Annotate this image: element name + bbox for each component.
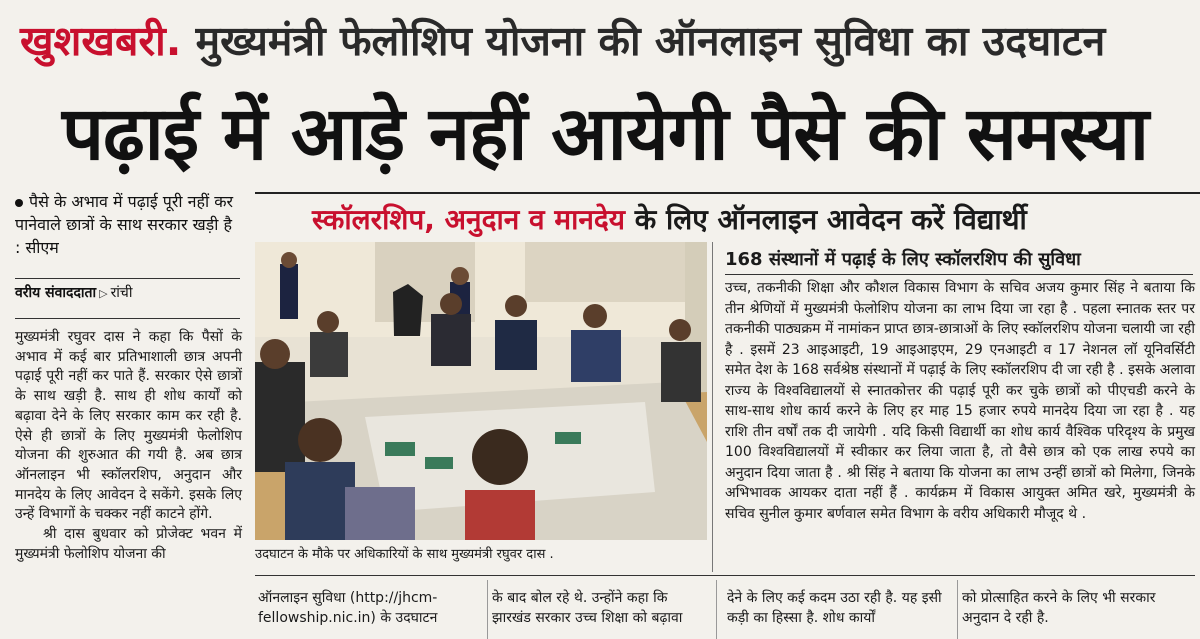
byline (15, 283, 240, 304)
article-body-col1 (15, 328, 242, 564)
column-divider (957, 580, 958, 639)
divider (15, 318, 240, 319)
divider (255, 575, 1195, 576)
bullet-icon (15, 199, 23, 207)
news-photo (255, 242, 707, 547)
main-headline: पढ़ाई में आड़े नहीं आयेगी पैसे की समस्या (61, 91, 1149, 177)
kicker-red: खुशखबरी. (20, 17, 182, 65)
kicker-text: मुख्यमंत्री फेलोशिप योजना की ऑनलाइन सुविधा का उदघाटन (195, 17, 1106, 65)
subhead-red: स्कॉलरशिप, अनुदान व मानदेय (312, 203, 625, 236)
subhead-text: के लिए ऑनलाइन आवेदन करें विद्यार्थी (634, 203, 1027, 236)
column-divider (487, 580, 488, 639)
divider (15, 278, 240, 279)
box-title: 168 संस्थानों में पढ़ाई के लिए स्कॉलरशिप की सुविधा (725, 249, 1081, 270)
paragraph: श्री दास बुधवार को प्रोजेक्ट भवन में मुख्यमंत्री फेलोशिप योजना की (15, 526, 242, 562)
paragraph: मुख्यमंत्री रघुवर दास ने कहा कि पैसों के अभाव में कई बार प्रतिभाशाली छात्र अपनी पढ़ाई पूरी नहीं कर पाते हैं. सरकार ऐसे छात्रों के साथ खड़ी है. साथ ही शोध कार्यों को बढ़ावा देने के लिए सरकार काम कर रही है. ऐसे ही छात्रों के लिए मुख्यमंत्री फेलोशिप योजना की शुरुआत की गयी है. अब छात्र ऑनलाइन भी स्कॉलरशिप, अनुदान और मानदेय के लिए आवेदन दे सकेंगे. इसके लिए उन्हें विभागों के चक्कर नहीं काटने होंगे. (15, 329, 242, 523)
divider (725, 274, 1193, 275)
play-triangle-icon: ▷ (99, 287, 108, 300)
bullet-text: पैसे के अभाव में पढ़ाई पूरी नहीं कर पानेवाले छात्रों के साथ सरकार खड़ी है : सीएम (15, 192, 234, 257)
subhead (312, 200, 1172, 240)
photo-caption: उदघाटन के मौके पर अधिकारियों के साथ मुख्यमंत्री रघुवर दास . (255, 540, 707, 570)
box-body: उच्च, तकनीकी शिक्षा और कौशल विकास विभाग के सचिव अजय कुमार सिंह ने बताया कि तीन श्रेणियों में मुख्यमंत्री फेलोशिप योजना का लाभ दिया जा रहा है . पहला स्नातक स्तर पर तकनीकी पाठ्यक्रम में नामांकन प्राप्त छात्र-छात्राओं के लिए स्कॉलरशिप योजना चलायी जा रही है . इसमें 23 आइआइटी, 19 आइआइएम, 29 एनआइटी व 17 नेशनल लॉ यूनिवर्सिटी समेत देश के 168 सर्वश्रेष्ठ संस्थानों में पढ़ाई के लिए स्कॉलरशिप दी जा रही है . इसके अलावा राज्य के विश्वविद्यालयों से स्नातकोत्तर की पढ़ाई पूरी कर चुके छात्रों को पीएचडी करने के साथ-साथ शोध कार्य करने के लिए हर माह 15 हजार रुपये मानदेय दिया जा रहा है . यह राशि तीन वर्षों तक दी जायेगी . यदि किसी विद्यार्थी का शोध कार्य वैश्विक परिदृश्य के प्रमुख 100 विश्वविद्यालयों में स्वीकार कर लिया जाता है, तो वैसे छात्र को एक लाख रुपये का अनुदान दिया जाता है . श्री सिंह ने बताया कि योजना का लाभ उन्हीं छात्रों को मिलेगा, जिनके अभिभावक आयकर दाता नहीं हैं . कार्यक्रम में विकास आयुक्त अमित खरे, मुख्यमंत्री के सचिव सुनील कुमार बर्णवाल समेत विभाग के वरीय अधिकारी मौजूद थे . (725, 280, 1195, 522)
bullet-point (15, 190, 240, 259)
column-divider (716, 580, 717, 639)
byline-author: वरीय संवाददाता (15, 285, 97, 301)
article-body-col4: देने के लिए कई कदम उठा रही है. यह इसी कड़ी का हिस्सा है. शोध कार्यों (727, 590, 942, 626)
article-body-col5: को प्रोत्साहित करने के लिए भी सरकार अनुदान दे रही है. (962, 590, 1156, 626)
article-body-col2: ऑनलाइन सुविधा (http://jhcm-fellowship.nic.in) के उदघाटन (258, 590, 438, 626)
article-body-col3: के बाद बोल रहे थे. उन्होंने कहा कि झारखंड सरकार उच्च शिक्षा को बढ़ावा (492, 590, 683, 626)
kicker-line (20, 10, 1190, 72)
column-divider (712, 242, 713, 572)
byline-place: रांची (110, 285, 133, 301)
